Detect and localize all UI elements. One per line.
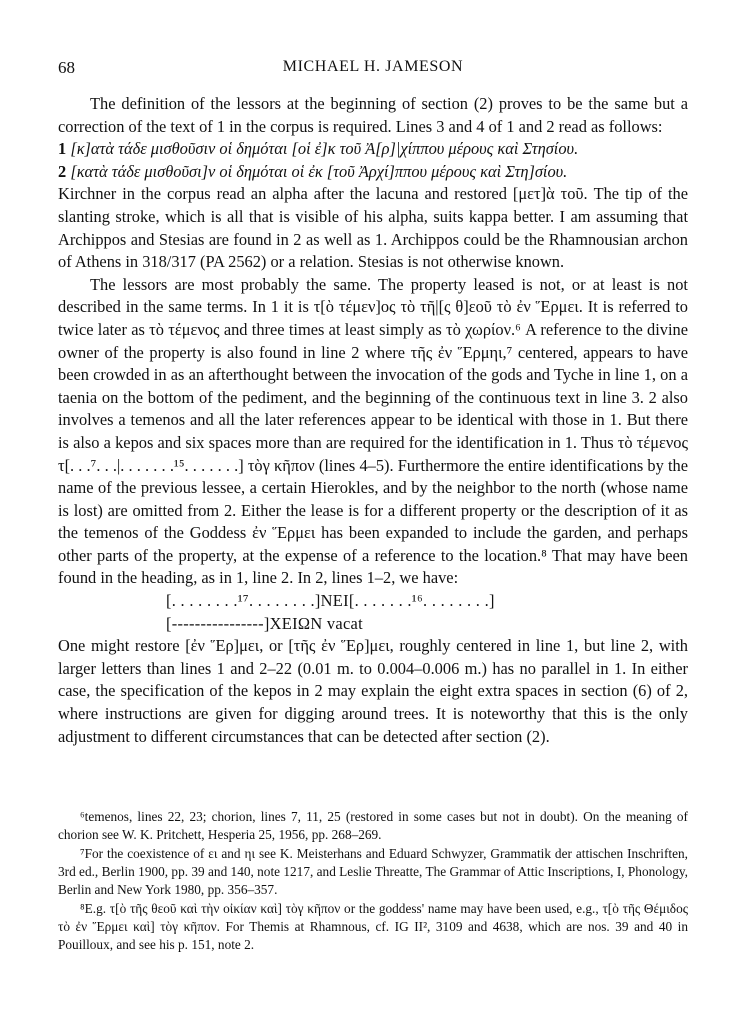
inscription-number-2: 2 xyxy=(58,161,67,181)
lacuna-line-1: [. . . . . . . .¹⁷. . . . . . . .]ΝΕΙ[. . . . . . .¹⁶. . . . . . . .] xyxy=(166,591,495,611)
paragraph-restoration: One might restore [ἐν Ἕρ]μει, or [τῆς ἐν Ἕρ]μει, roughly centered in line 1, but line 2, with larger letters than lines 1 and 2–22 (0.01 m. to 0.004–0.006 m.) has no parallel in 1. In either case, the specification of the kepos in 2 may explain the eight extra spaces in section (6) of 2, where instructions are given for digging around trees. It is noteworthy that this is the only adjustment to different circumstances that can be detected after section (2). xyxy=(58,636,688,746)
footnotes xyxy=(58,808,688,955)
lacuna-line-2: [----------------]ΧΕΙΩΝ vacat xyxy=(166,613,363,633)
inscription-line-2 xyxy=(58,161,688,184)
paragraph-lessors-definition: The definition of the lessors at the beginning of section (2) proves to be the same but a correction of the text of 1 in the corpus is required. Lines 3 and 4 of 1 and 2 read as follows: xyxy=(58,94,688,136)
footnote-6: ⁶temenos, lines 22, 23; chorion, lines 7, 11, 25 (restored in some cases but not in doubt). On the meaning of chorion see W. K. Pritchett, Hesperia 25, 1956, pp. 268–269. xyxy=(58,809,688,842)
paragraph-lessors-same: The lessors are most probably the same. The property leased is not, or at least is not described in the same terms. In 1 it is τ[ὸ τέμεν]ος τὸ τῆ|[ς θ]εοῦ τὸ ἐν Ἕρμει. It is referred to twice later as τὸ τέμενος and three times at least simply as τὸ χωρίον.⁶ A reference to the divine owner of the property is also found in line 2 where τῆς ἐν Ἕρμηι,⁷ centered, appears to have been crowded in as an afterthought between the invocation of the gods and Tyche in line 1, on a taenia on the bottom of the pediment, and the beginning of the continuous text in line 3. 2 also involves a temenos and all the later references appear to be identical with those in 1. But there is also a kepos and six spaces more than are required for the identification in 1. Thus τὸ τέμενος τ[. . .⁷. . .|. . . . . . .¹⁵. . . . . . .] τὸγ κῆπον (lines 4–5). Furthermore the entire identifications by the name of the previous lessee, a certain Hierokles, and by the neighbor to the north (whose name is lost) are omitted from 2. Either the lease is for a different property or the description of it as the temenos of the Goddess ἐν Ἕρμει has been expanded to include the garden, and perhaps other parts of the property, at the expense of a reference to the location.⁸ That may have been found in the heading, as in 1, line 2. In 2, lines 1–2, we have: xyxy=(58,274,688,588)
inscription-line-1 xyxy=(58,138,688,161)
page-header xyxy=(58,58,688,80)
inscription-number-1: 1 xyxy=(58,139,67,159)
running-head: MICHAEL H. JAMESON xyxy=(282,58,464,75)
footnote-7: ⁷For the coexistence of ει and ηι see K. Meisterhans and Eduard Schwyzer, Grammatik der attischen Inschriften, 3rd ed., Berlin 1900, pp. 39 and 140, note 1217, and Leslie Threatte, The Grammar of Attic Inscriptions, I, Phonology, Berlin and New York 1980, pp. 356–357. xyxy=(58,846,688,897)
footnote-8: ⁸E.g. τ[ὸ τῆς θεοῦ καὶ τὴν οἰκίαν καὶ] τὸγ κῆπον or the goddess' name may have been used, e.g., τ[ὸ τῆς Θέμιδος τὸ ἐν Ἕρμει καὶ] τὸγ κῆπον. For Themis at Rhamnous, cf. IG II², 3109 and 4638, which are nos. 39 and 40 in Pouilloux, and see his p. 151, note 2. xyxy=(58,901,688,952)
main-text xyxy=(58,93,688,748)
page-number: 68 xyxy=(58,58,75,77)
inscription-text-2: [κατὰ τάδε μισθοῦσι]ν οἱ δημόται οἱ ἐκ [τοῦ Ἀρχί]ππου μέρους καὶ Στη]σίου. xyxy=(70,161,568,181)
paragraph-kirchner: Kirchner in the corpus read an alpha after the lacuna and restored [μετ]ὰ τοῦ. The tip of the slanting stroke, which is all that is visible of his alpha, suits kappa better. I am assuming that Archippos and Stesias are found in 2 as well as 1. Archippos could be the Rhamnousian archon of Athens in 318/317 (PA 2562) or a relation. Stesias is not otherwise known. xyxy=(58,184,688,272)
inscription-text-1: [κ]ατὰ τάδε μισθοῦσιν οἱ δημόται [οἱ ἐ]κ τοῦ Ἀ[ρ]|χίππου μέρους καὶ Στησίου. xyxy=(70,139,579,159)
